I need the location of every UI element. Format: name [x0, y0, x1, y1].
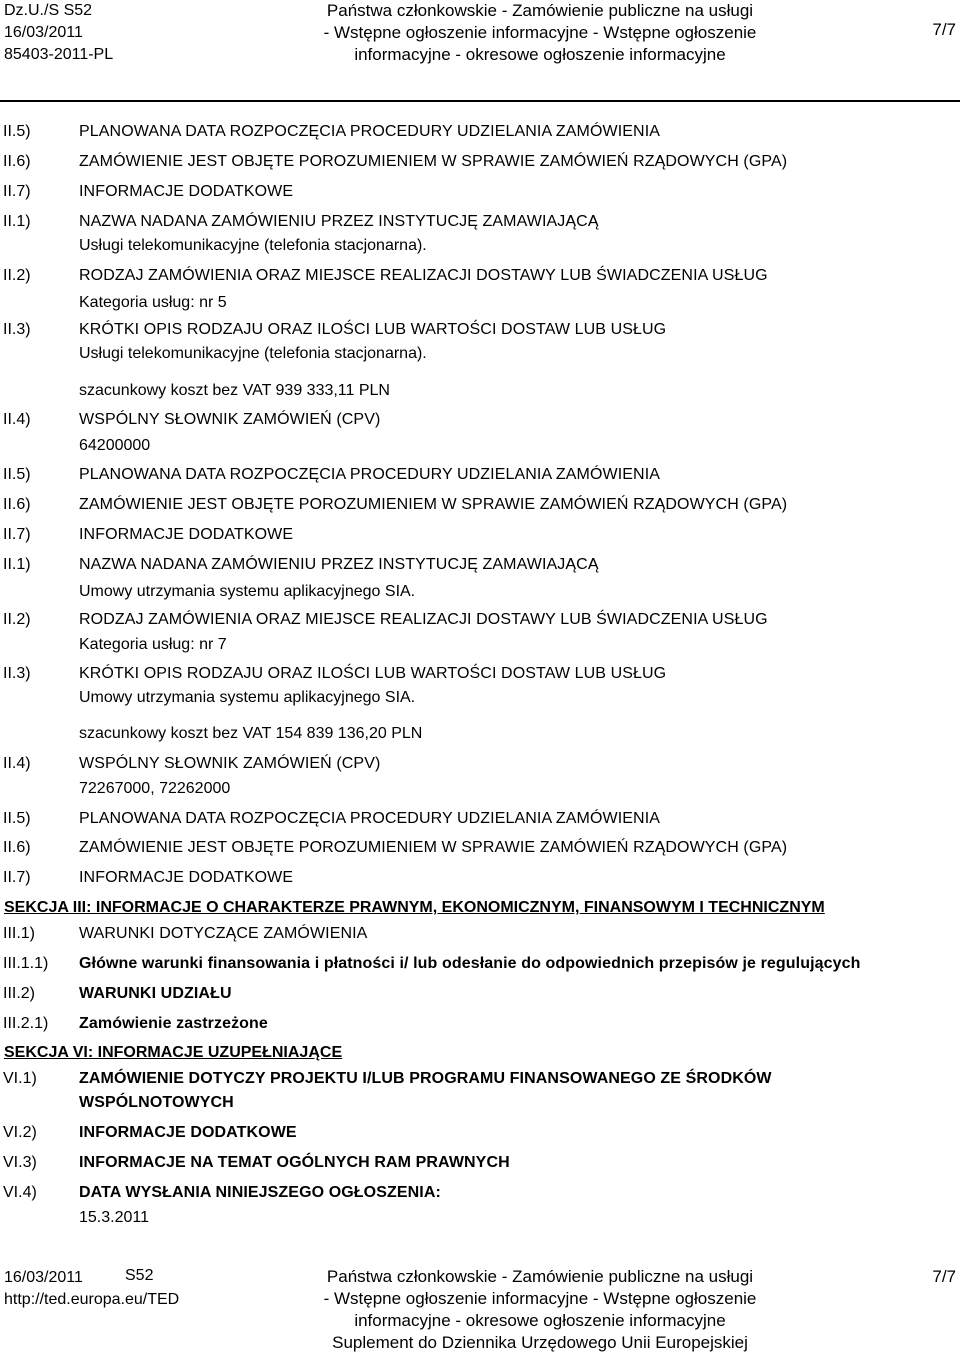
section-number: II.5) — [3, 466, 31, 483]
section-number: II.1) — [3, 213, 31, 230]
cpv-code: 72267000, 72262000 — [79, 780, 231, 797]
section-number: II.6) — [3, 839, 31, 856]
section-number: VI.2) — [3, 1124, 37, 1141]
estimated-cost: szacunkowy koszt bez VAT 939 333,11 PLN — [79, 382, 390, 399]
section-number: VI.3) — [3, 1154, 37, 1171]
section-heading-continued: WSPÓLNOTOWYCH — [79, 1094, 234, 1111]
header-title-line1: Państwa członkowskie - Zamówienie publiczne na usługi — [326, 1, 754, 20]
section-heading: INFORMACJE DODATKOWE — [79, 1124, 297, 1141]
section-number: III.2.1) — [3, 1015, 49, 1032]
footer-title — [300, 1266, 780, 1354]
footer-date: 16/03/2011 — [4, 1269, 83, 1286]
section-number: III.2) — [3, 985, 36, 1002]
footer-series: S52 — [125, 1267, 154, 1284]
section-text: Kategoria usług: nr 7 — [79, 636, 227, 653]
section-number: II.7) — [3, 869, 31, 886]
header-meta — [4, 0, 204, 66]
section-heading: WARUNKI DOTYCZĄCE ZAMÓWIENIA — [79, 925, 368, 942]
section-heading: Główne warunki finansowania i płatności i/ lub odesłanie do odpowiednich przepisów je regulujących — [79, 955, 861, 972]
section-number: II.1) — [3, 556, 31, 573]
section-number: II.4) — [3, 411, 31, 428]
section-heading: PLANOWANA DATA ROZPOCZĘCIA PROCEDURY UDZIELANIA ZAMÓWIENIA — [79, 466, 661, 483]
footer-title-line1: Państwa członkowskie - Zamówienie publiczne na usługi — [326, 1267, 754, 1286]
section-text: Usługi telekomunikacyjne (telefonia stacjonarna). — [79, 345, 427, 362]
header-title-line3: informacyjne - okresowe ogłoszenie informacyjne — [354, 45, 726, 64]
section-text: Umowy utrzymania systemu aplikacyjnego SIA. — [79, 689, 416, 706]
section-heading: ZAMÓWIENIE JEST OBJĘTE POROZUMIENIEM W SPRAWIE ZAMÓWIEŃ RZĄDOWYCH (GPA) — [79, 496, 788, 513]
section-heading: INFORMACJE DODATKOWE — [79, 526, 294, 543]
footer-title-line3: informacyjne - okresowe ogłoszenie informacyjne — [354, 1311, 726, 1330]
section-number: II.6) — [3, 496, 31, 513]
section-heading: ZAMÓWIENIE JEST OBJĘTE POROZUMIENIEM W SPRAWIE ZAMÓWIEŃ RZĄDOWYCH (GPA) — [79, 839, 788, 856]
header-page-number: 7/7 — [932, 20, 956, 39]
section-number: III.1) — [3, 925, 36, 942]
section-heading: ZAMÓWIENIE DOTYCZY PROJEKTU I/LUB PROGRAMU FINANSOWANEGO ZE ŚRODKÓW — [79, 1070, 772, 1087]
footer-title-line2: - Wstępne ogłoszenie informacyjne - Wstępne ogłoszenie — [323, 1289, 757, 1308]
section-number: II.2) — [3, 611, 31, 628]
section-text: Umowy utrzymania systemu aplikacyjnego SIA. — [79, 583, 416, 600]
section-text: Kategoria usług: nr 5 — [79, 294, 227, 311]
section-title: SEKCJA VI: INFORMACJE UZUPEŁNIAJĄCE — [4, 1044, 343, 1061]
journal-ref: Dz.U./S S52 — [4, 2, 93, 19]
section-heading: DATA WYSŁANIA NINIEJSZEGO OGŁOSZENIA: — [79, 1184, 441, 1201]
section-number: VI.4) — [3, 1184, 37, 1201]
section-heading: INFORMACJE NA TEMAT OGÓLNYCH RAM PRAWNYCH — [79, 1154, 510, 1171]
section-heading: PLANOWANA DATA ROZPOCZĘCIA PROCEDURY UDZIELANIA ZAMÓWIENIA — [79, 810, 661, 827]
section-title: SEKCJA III: INFORMACJE O CHARAKTERZE PRAWNYM, EKONOMICZNYM, FINANSOWYM I TECHNICZNYM — [4, 899, 825, 916]
section-heading: INFORMACJE DODATKOWE — [79, 869, 294, 886]
section-heading: NAZWA NADANA ZAMÓWIENIU PRZEZ INSTYTUCJĘ ZAMAWIAJĄCĄ — [79, 556, 599, 573]
section-number: II.5) — [3, 810, 31, 827]
section-number: III.1.1) — [3, 955, 49, 972]
section-number: II.3) — [3, 321, 31, 338]
header-title — [300, 0, 780, 66]
estimated-cost: szacunkowy koszt bez VAT 154 839 136,20 PLN — [79, 725, 423, 742]
section-heading: ZAMÓWIENIE JEST OBJĘTE POROZUMIENIEM W SPRAWIE ZAMÓWIEŃ RZĄDOWYCH (GPA) — [79, 153, 788, 170]
dispatch-date: 15.3.2011 — [79, 1209, 149, 1226]
footer-page-number: 7/7 — [932, 1267, 956, 1286]
footer-url: http://ted.europa.eu/TED — [4, 1291, 180, 1308]
section-heading: KRÓTKI OPIS RODZAJU ORAZ ILOŚCI LUB WARTOŚCI DOSTAW LUB USŁUG — [79, 321, 667, 338]
section-number: II.4) — [3, 755, 31, 772]
section-heading: WSPÓLNY SŁOWNIK ZAMÓWIEŃ (CPV) — [79, 755, 381, 772]
section-heading: KRÓTKI OPIS RODZAJU ORAZ ILOŚCI LUB WARTOŚCI DOSTAW LUB USŁUG — [79, 665, 667, 682]
section-number: II.7) — [3, 183, 31, 200]
section-number: II.3) — [3, 665, 31, 682]
section-heading: Zamówienie zastrzeżone — [79, 1015, 268, 1032]
section-number: VI.1) — [3, 1070, 37, 1087]
section-number: II.7) — [3, 526, 31, 543]
header-title-line2: - Wstępne ogłoszenie informacyjne - Wstępne ogłoszenie — [323, 23, 757, 42]
section-heading: PLANOWANA DATA ROZPOCZĘCIA PROCEDURY UDZIELANIA ZAMÓWIENIA — [79, 123, 661, 140]
section-text: Usługi telekomunikacyjne (telefonia stacjonarna). — [79, 237, 427, 254]
section-heading: WSPÓLNY SŁOWNIK ZAMÓWIEŃ (CPV) — [79, 411, 381, 428]
cpv-code: 64200000 — [79, 437, 151, 454]
notice-id: 85403-2011-PL — [4, 46, 114, 63]
header-divider — [0, 100, 960, 102]
section-heading: WARUNKI UDZIAŁU — [79, 985, 232, 1002]
section-heading: RODZAJ ZAMÓWIENIA ORAZ MIEJSCE REALIZACJI DOSTAWY LUB ŚWIADCZENIA USŁUG — [79, 267, 768, 284]
section-number: II.5) — [3, 123, 31, 140]
footer-title-line4: Suplement do Dziennika Urzędowego Unii Europejskiej — [332, 1333, 748, 1352]
section-heading: RODZAJ ZAMÓWIENIA ORAZ MIEJSCE REALIZACJI DOSTAWY LUB ŚWIADCZENIA USŁUG — [79, 611, 768, 628]
section-heading: INFORMACJE DODATKOWE — [79, 183, 294, 200]
section-number: II.6) — [3, 153, 31, 170]
header-date: 16/03/2011 — [4, 24, 83, 41]
section-number: II.2) — [3, 267, 31, 284]
section-heading: NAZWA NADANA ZAMÓWIENIU PRZEZ INSTYTUCJĘ ZAMAWIAJĄCĄ — [79, 213, 599, 230]
